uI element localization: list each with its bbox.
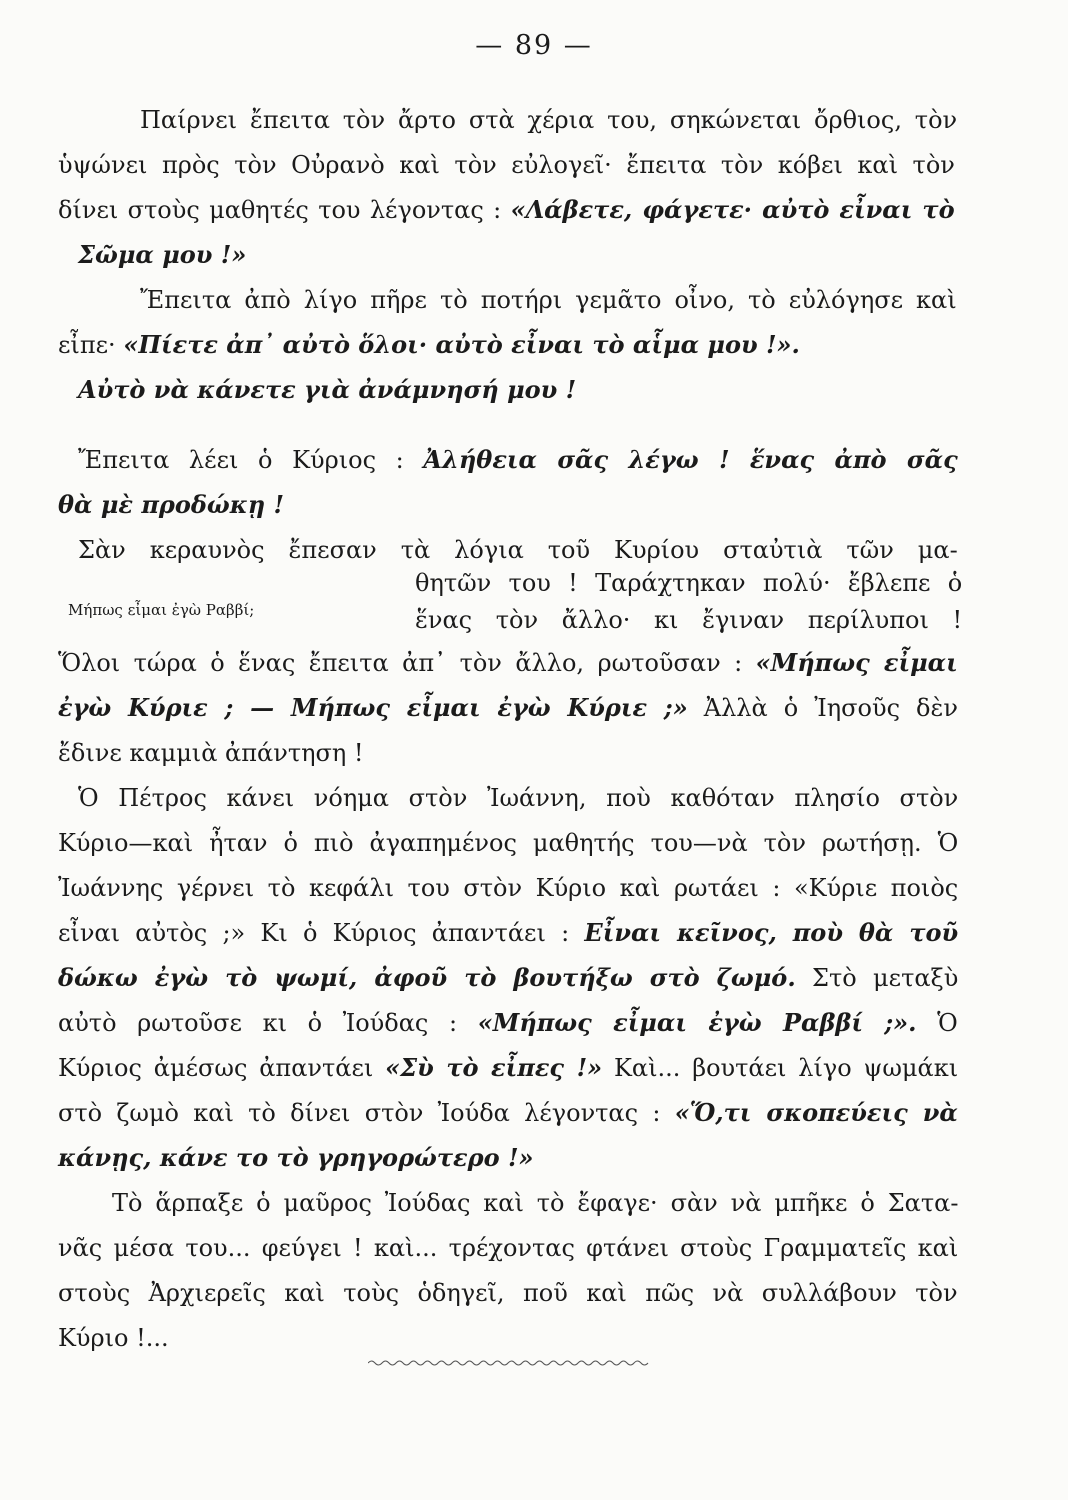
text-line xyxy=(58,918,958,948)
emphasized-text: Σῶμα μου !» xyxy=(78,240,247,269)
closing-ornament xyxy=(368,1358,652,1368)
text-line xyxy=(58,1278,958,1308)
text-line xyxy=(78,535,958,565)
emphasized-text: Ἀλήθεια σᾶς λέγω ! ἕνας ἀπὸ σᾶς xyxy=(423,445,958,474)
text-line xyxy=(78,445,958,475)
text-line xyxy=(58,738,364,768)
text-line xyxy=(58,330,800,360)
text-segment: θητῶν του ! Ταράχτηκαν πολύ· ἔβλεπε ὁ xyxy=(415,569,963,597)
emphasized-text: δώκω ἐγὼ τὸ ψωμί, ἀφοῦ τὸ βουτήξω στὸ ζωμό. xyxy=(58,963,796,992)
text-line xyxy=(58,1053,958,1083)
text-segment: ἕνας τὸν ἄλλο· κι ἔγιναν περίλυποι ! xyxy=(415,606,963,634)
text-segment: Στὸ μεταξὺ xyxy=(795,964,959,992)
text-line xyxy=(58,1233,958,1263)
text-segment: Τὸ ἅρπαξε ὁ μαῦρος Ἰούδας καὶ τὸ ἔφαγε· σὰν νὰ μπῆκε ὁ Σατα- xyxy=(112,1189,959,1217)
text-segment: Κύριο !... xyxy=(58,1324,169,1352)
text-line xyxy=(78,375,576,405)
text-line xyxy=(58,1323,169,1353)
text-line xyxy=(112,1188,958,1218)
text-line xyxy=(140,285,957,315)
text-line xyxy=(58,693,958,723)
emphasized-text: «Λάβετε, φάγετε· αὐτὸ εἶναι τὸ xyxy=(510,195,955,224)
page-number: — 89 — xyxy=(475,30,593,61)
text-line xyxy=(140,105,957,135)
text-segment: ὑψώνει πρὸς τὸν Οὐρανὸ καὶ τὸν εὐλογεῖ· ἔπειτα τὸν κόβει καὶ τὸν xyxy=(58,151,955,179)
text-segment: Ὁ xyxy=(916,1009,958,1037)
text-segment: Ἰωάννης γέρνει τὸ κεφάλι του στὸν Κύριο καὶ ρωτάει : «Κύριε ποιὸς xyxy=(58,874,959,902)
text-line xyxy=(58,150,955,180)
text-segment: δίνει στοὺς μαθητές του λέγοντας : xyxy=(58,196,511,224)
text-segment: Καὶ... βουτάει λίγο ψωμάκι xyxy=(602,1054,959,1082)
text-line xyxy=(58,490,284,520)
text-segment: Παίρνει ἔπειτα τὸν ἄρτο στὰ χέρια του, σηκώνεται ὄρθιος, τὸν xyxy=(140,106,958,134)
emphasized-text: «Μήπως εἶμαι xyxy=(755,648,958,677)
emphasized-text: κάνῃς, κάνε το τὸ γρηγορώτερο !» xyxy=(58,1143,534,1172)
text-line xyxy=(78,783,958,813)
text-line xyxy=(415,605,962,635)
text-segment: στὸ ζωμὸ καὶ τὸ δίνει στὸν Ἰούδα λέγοντας : xyxy=(58,1099,675,1127)
emphasized-text: Εἶναι κεῖνος, ποὺ θὰ τοῦ xyxy=(584,918,959,947)
text-line xyxy=(58,1098,958,1128)
emphasized-text: «Πίετε ἀπ᾽ αὐτὸ ὅλοι· αὐτὸ εἶναι τὸ αἷμα μου !». xyxy=(123,330,800,359)
text-line xyxy=(58,1143,533,1173)
text-segment: στοὺς Ἀρχιερεῖς καὶ τοὺς ὁδηγεῖ, ποῦ καὶ πῶς νὰ συλλάβουν τὸν xyxy=(58,1279,958,1307)
text-line xyxy=(78,240,246,270)
emphasized-text: «Ὅ,τι σκοπεύεις νὰ xyxy=(674,1098,958,1127)
emphasized-text: Αὐτὸ νὰ κάνετε γιὰ ἀνάμνησή μου ! xyxy=(78,375,577,404)
text-segment: εἶναι αὐτὸς ;» Κι ὁ Κύριος ἀπαντάει : xyxy=(58,919,585,947)
text-line xyxy=(58,648,958,678)
margin-note: Μήπως εἶμαι ἐγὼ Ραββί; xyxy=(68,601,255,619)
text-segment: ἔδινε καμμιὰ ἀπάντηση ! xyxy=(58,739,364,767)
text-segment: Σὰν κεραυνὸς ἔπεσαν τὰ λόγια τοῦ Κυρίου σταὐτιὰ τῶν μα- xyxy=(78,536,958,564)
text-line xyxy=(58,963,958,993)
text-segment: Ἔπειτα ἀπὸ λίγο πῆρε τὸ ποτήρι γεμᾶτο οἶνο, τὸ εὐλόγησε καὶ xyxy=(140,286,957,314)
emphasized-text: «Σὺ τὸ εἶπες !» xyxy=(385,1053,603,1082)
text-segment: Ἀλλὰ ὁ Ἰησοῦς δὲν xyxy=(687,694,958,722)
text-segment: Ὅλοι τώρα ὁ ἕνας ἔπειτα ἀπ᾽ τὸν ἄλλο, ρωτοῦσαν : xyxy=(58,649,756,677)
text-line xyxy=(58,873,958,903)
text-line xyxy=(415,568,962,598)
text-segment: νᾶς μέσα του... φεύγει ! καὶ... τρέχοντας φτάνει στοὺς Γραμματεῖς καὶ xyxy=(58,1234,959,1262)
text-line xyxy=(58,828,958,858)
emphasized-text: «Μήπως εἶμαι ἐγὼ Ραββί ;». xyxy=(477,1008,917,1037)
text-segment: εἶπε· xyxy=(58,331,124,359)
text-line xyxy=(58,1008,958,1038)
text-segment: Ἔπειτα λέει ὁ Κύριος : xyxy=(78,446,424,474)
text-segment: αὐτὸ ρωτοῦσε κι ὁ Ἰούδας : xyxy=(58,1009,478,1037)
emphasized-text: ἐγὼ Κύριε ; — Μήπως εἶμαι ἐγὼ Κύριε ;» xyxy=(58,693,688,722)
text-segment: Ὁ Πέτρος κάνει νόημα στὸν Ἰωάννη, ποὺ καθόταν πλησίο στὸν xyxy=(78,784,959,812)
text-segment: Κύριο—καὶ ἦταν ὁ πιὸ ἀγαπημένος μαθητής του—νὰ τὸν ρωτήσῃ. Ὁ xyxy=(58,829,959,857)
emphasized-text: θὰ μὲ προδώκῃ ! xyxy=(58,490,285,519)
text-line xyxy=(58,195,955,225)
text-segment: Κύριος ἀμέσως ἀπαντάει xyxy=(58,1054,386,1082)
